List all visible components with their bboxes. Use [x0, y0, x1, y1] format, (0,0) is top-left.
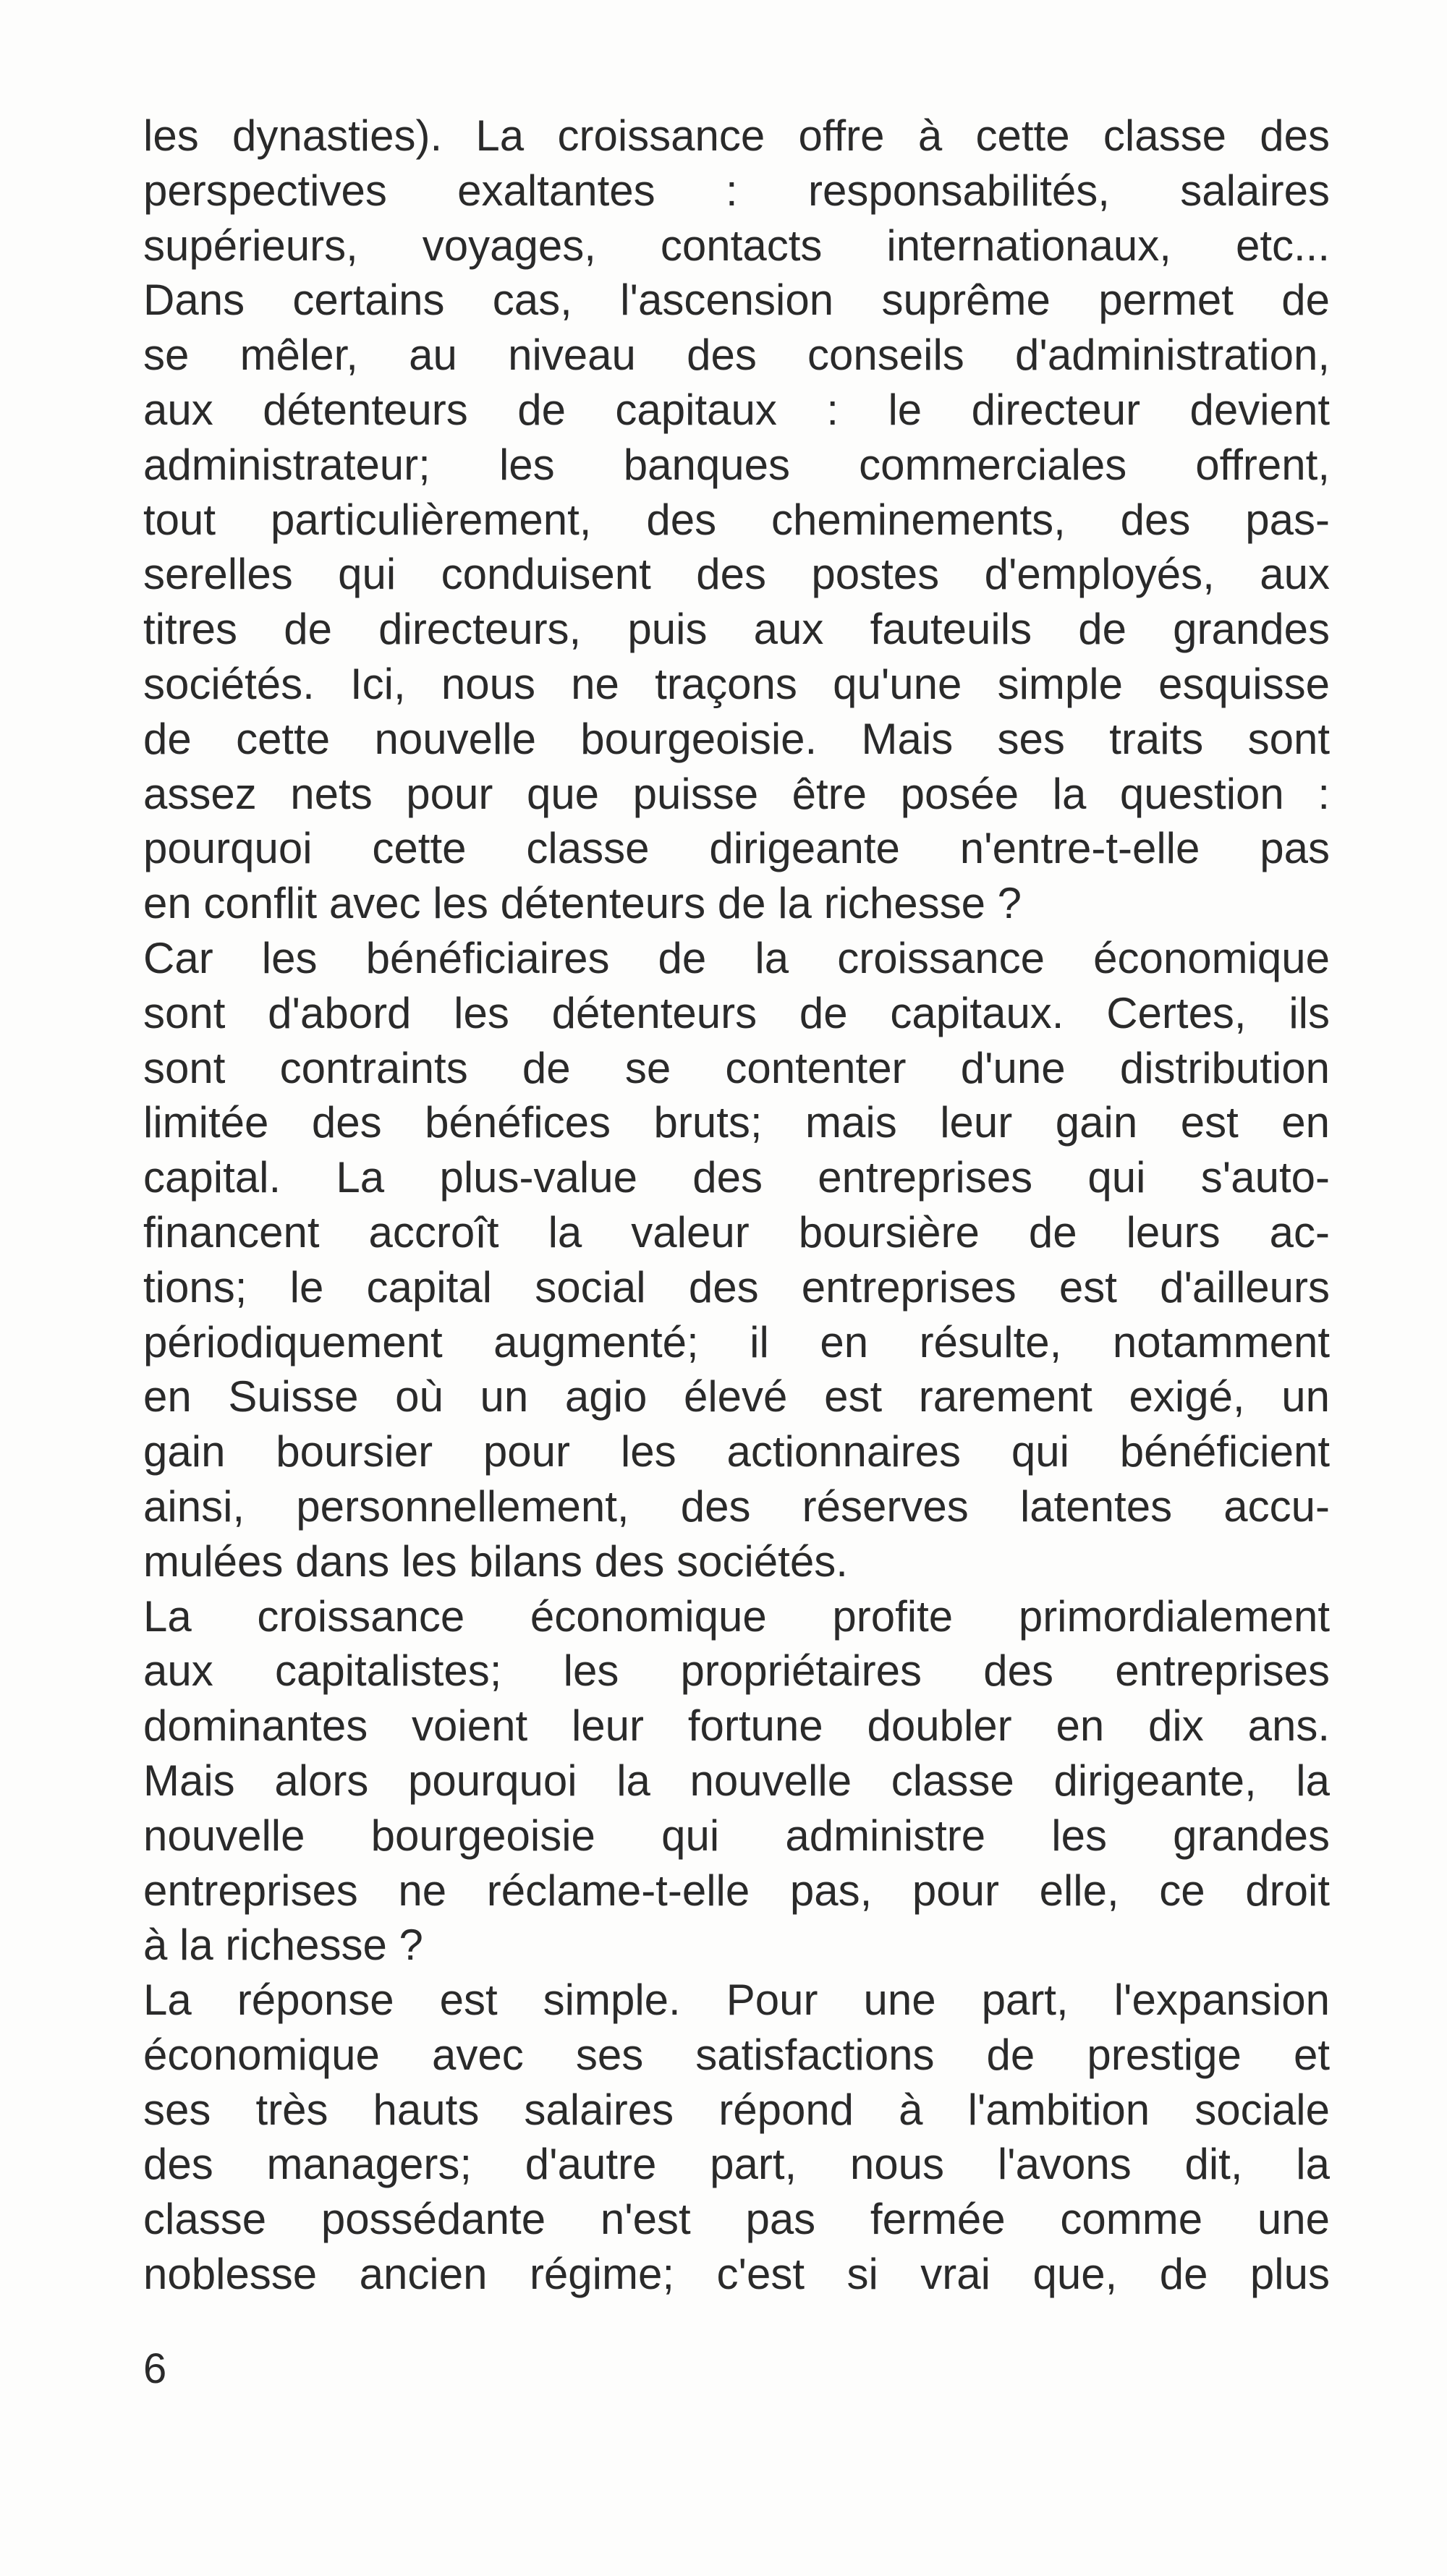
text-line: de cette nouvelle bourgeoisie. Mais ses traits sont	[143, 714, 1330, 763]
text-line: supérieurs, voyages, contacts internationaux, etc...	[143, 221, 1330, 270]
text-line: périodiquement augmenté; il en résulte, notamment	[143, 1317, 1330, 1366]
text-line: assez nets pour que puisse être posée la question :	[143, 769, 1330, 818]
text-line: aux détenteurs de capitaux : le directeur devient	[143, 385, 1330, 434]
text-line: dominantes voient leur fortune doubler en dix ans.	[143, 1701, 1330, 1751]
text-line: aux capitalistes; les propriétaires des entreprises	[143, 1646, 1330, 1696]
text-line: limitée des bénéfices bruts; mais leur gain est en	[143, 1098, 1330, 1147]
text-line: sociétés. Ici, nous ne traçons qu'une simple esquisse	[143, 659, 1330, 708]
text-line: les dynasties). La croissance offre à cette classe des	[143, 111, 1330, 160]
text-line: noblesse ancien régime; c'est si vrai que, de plus	[143, 2250, 1330, 2299]
text-line: économique avec ses satisfactions de prestige et	[143, 2030, 1330, 2079]
text-line: pourquoi cette classe dirigeante n'entre-t-elle pas	[143, 824, 1330, 873]
text-line: classe possédante n'est pas fermée comme une	[143, 2195, 1330, 2244]
text-line: tout particulièrement, des cheminements, des pas-	[143, 495, 1330, 544]
text-line: administrateur; les banques commerciales offrent,	[143, 440, 1330, 489]
text-line: titres de directeurs, puis aux fauteuils de grandes	[143, 605, 1330, 654]
text-line: tions; le capital social des entreprises est d'ailleurs	[143, 1262, 1330, 1312]
text-line: ainsi, personnellement, des réserves latentes accu-	[143, 1482, 1330, 1531]
text-line: entreprises ne réclame-t-elle pas, pour elle, ce droit	[143, 1866, 1330, 1915]
text-line: capital. La plus-value des entreprises qui s'auto-	[143, 1153, 1330, 1202]
text-line: sont d'abord les détenteurs de capitaux. Certes, ils	[143, 988, 1330, 1037]
text-line: mulées dans les bilans des sociétés.	[143, 1536, 848, 1586]
text-line: à la richesse ?	[143, 1921, 423, 1970]
text-line: nouvelle bourgeoisie qui administre les grandes	[143, 1811, 1330, 1860]
text-line: Car les bénéficiaires de la croissance économique	[143, 933, 1330, 982]
text-line: des managers; d'autre part, nous l'avons dit, la	[143, 2140, 1330, 2189]
text-line: Dans certains cas, l'ascension suprême permet de	[143, 276, 1330, 325]
text-line: gain boursier pour les actionnaires qui bénéficient	[143, 1427, 1330, 1476]
text-line: en Suisse où un agio élevé est rarement exigé, un	[143, 1372, 1330, 1421]
text-line: perspectives exaltantes : responsabilités, salaires	[143, 166, 1330, 215]
page-number: 6	[143, 2345, 167, 2392]
text-line: se mêler, au niveau des conseils d'administration,	[143, 331, 1330, 380]
text-line: serelles qui conduisent des postes d'employés, aux	[143, 550, 1330, 599]
body-text	[143, 109, 1330, 2302]
text-line: en conflit avec les détenteurs de la richesse ?	[143, 879, 1022, 928]
text-line: sont contraints de se contenter d'une distribution	[143, 1043, 1330, 1092]
text-line: financent accroît la valeur boursière de leurs ac-	[143, 1207, 1330, 1257]
text-line: La réponse est simple. Pour une part, l'expansion	[143, 1976, 1330, 2025]
text-line: La croissance économique profite primordialement	[143, 1591, 1330, 1641]
text-line: Mais alors pourquoi la nouvelle classe dirigeante, la	[143, 1756, 1330, 1805]
text-line: ses très hauts salaires répond à l'ambition sociale	[143, 2085, 1330, 2134]
